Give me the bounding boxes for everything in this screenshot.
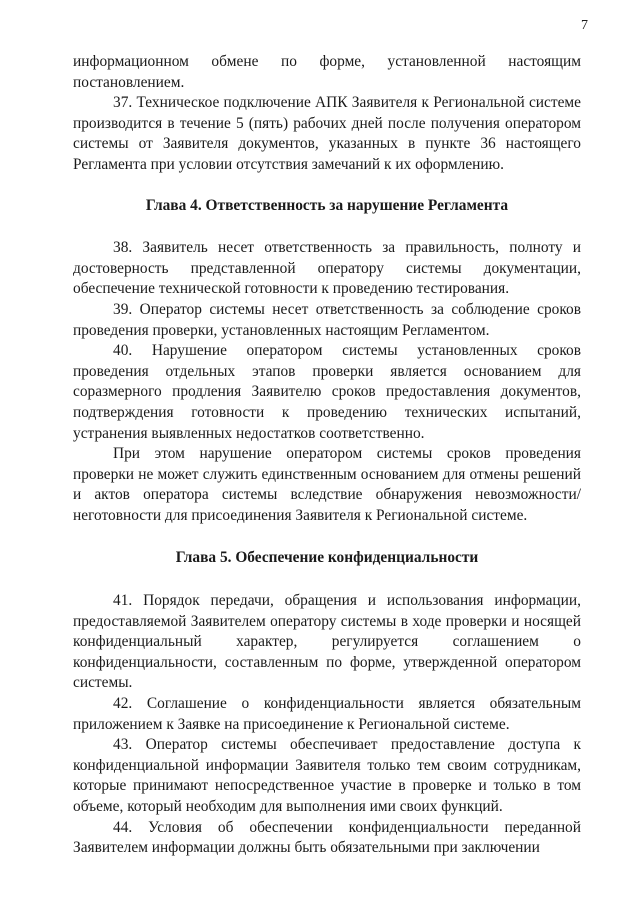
paragraph-37: 37. Техническое подключение АПК Заявителя к Региональной системе производится в течение 5 (пять) рабочих дней после получения оператором системы от Заявителя документов, указанных в пункте 36 настоящего Регламента при условии отсутствия замечаний к их оформлению. bbox=[73, 94, 581, 173]
paragraph-43: 43. Оператор системы обеспечивает предоставление доступа к конфиденциальной информации Заявителя только тем своим сотрудникам, которые принимают непосредственное участие в проверке и только в том объеме, который необходим для выполнения ими своих функций. bbox=[73, 736, 581, 815]
page-number: 7 bbox=[581, 18, 588, 33]
chapter-5-heading: Глава 5. Обеспечение конфиденциальности bbox=[175, 549, 479, 567]
paragraph-continuation: информационном обмене по форме, установленной настоящим постановлением. bbox=[73, 53, 581, 91]
paragraph-41: 41. Порядок передачи, обращения и использования информации, предоставляемой Заявителем оператору системы в ходе проверки и носящей конфиденциальный характер, регулируется соглашением о конфиденциальности, составленным по форме, утвержденной оператором системы. bbox=[73, 592, 581, 692]
paragraph-42: 42. Соглашение о конфиденциальности является обязательным приложением к Заявке на присоединение к Региональной системе. bbox=[73, 695, 581, 733]
chapter-4-heading: Глава 4. Ответственность за нарушение Регламента bbox=[145, 196, 509, 214]
paragraph-40: 40. Нарушение оператором системы установленных сроков проведения отдельных этапов проверки является основанием для соразмерного продления Заявителю сроков предоставления документов, подтверждения готовности к проведению технических испытаний, устранения выявленных недостатков соответственно. bbox=[73, 342, 581, 442]
paragraph-38: 38. Заявитель несет ответственность за правильность, полноту и достоверность представленной оператору системы документации, обеспечение технической готовности к проведению тестирования. bbox=[73, 239, 581, 298]
paragraph-40-note: При этом нарушение оператором системы сроков проведения проверки не может служить единственным основанием для отмены решений и актов оператора системы вследствие обнаружения невозможности/неготовности для присоединения Заявителя к Региональной системе. bbox=[73, 445, 581, 524]
paragraph-44: 44. Условия об обеспечении конфиденциальности переданной Заявителем информации должны быть обязательными при заключении bbox=[73, 818, 581, 857]
paragraph-39: 39. Оператор системы несет ответственность за соблюдение сроков проведения проверки, установленных настоящим Регламентом. bbox=[73, 300, 581, 339]
document-body bbox=[73, 52, 581, 859]
